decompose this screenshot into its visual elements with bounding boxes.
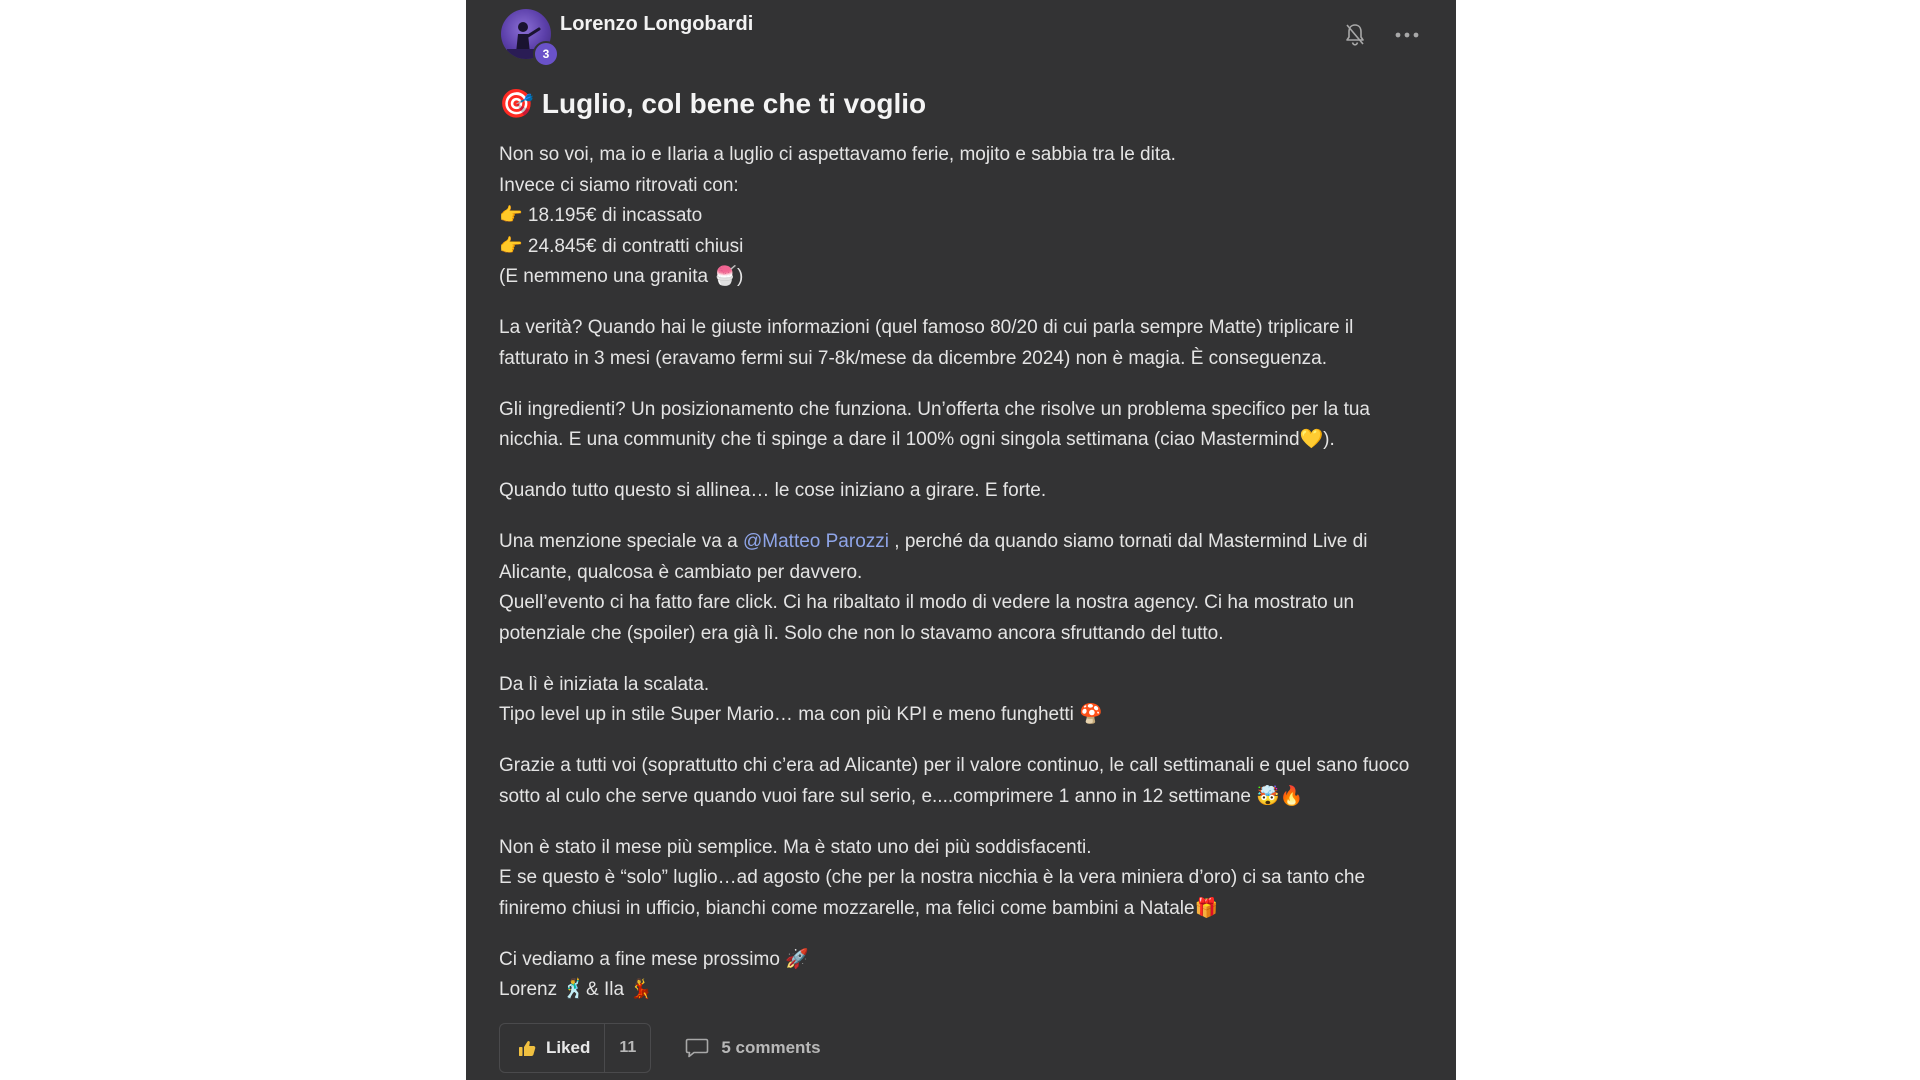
comments-button[interactable] [685,1037,820,1059]
like-button[interactable] [500,1024,604,1072]
body-line: La verità? Quando hai le giuste informazioni (quel famoso 80/20 di cui parla sempre Matte) triplicare il fatturato in 3 mesi (eravamo fermi sui 7-8k/mese da dicembre 2024) non è magia. È conseguenza. [499,317,1354,369]
body-line: E se questo è “solo” luglio…ad agosto (che per la nostra nicchia è la vera miniera d’oro) ci sa tanto che finiremo chiusi in ufficio, bianchi come mozzarelle, ma felici come bambini a Natale🎁 [499,867,1366,919]
body-line: Tipo level up in stile Super Mario… ma con più KPI e meno funghetti 🍄 [499,704,1103,725]
level-badge: 3 [533,41,559,67]
paragraph [499,527,1420,649]
body-line: 👉 24.845€ di contratti chiusi [499,235,744,257]
body-line: (E nemmeno una granita 🍧) [499,266,744,287]
body-line: Lorenz 🕺& Ila 💃 [499,979,653,1000]
paragraph [499,140,1420,293]
comments-label: 5 comments [721,1038,821,1057]
body-line: Invece ci siamo ritrovati con: [499,174,739,196]
body-line: Gli ingredienti? Un posizionamento che funziona. Un’offerta che risolve un problema specifico per la tua nicchia. E una community che ti spinge a dare il 100% ogni singola settimana (ciao Mastermind💛). [499,398,1370,450]
author-avatar-wrap[interactable] [501,9,551,59]
post-footer [499,1023,821,1073]
post-title [499,84,1420,124]
like-count[interactable]: 11 [604,1024,650,1072]
paragraph [499,833,1420,925]
body-line: Quell’evento ci ha fatto fare click. Ci ha ribaltato il modo di vedere la nostra agency. Ci ha mostrato un potenziale che (spoiler) era già lì. Solo che non lo stavamo ancora sfruttando del tutto. [499,592,1355,644]
notification-toggle-button[interactable] [1342,22,1368,48]
paragraph [499,395,1420,456]
post-body [499,140,1420,1006]
body-line: 👉 18.195€ di incassato [499,205,703,226]
mention-suffix: , perché da quando siamo tornati dal Mastermind Live di Alicante, qualcosa è cambiato per davvero. [499,531,1368,583]
paragraph [499,476,1420,507]
post-header [499,0,1420,72]
body-line: Non è stato il mese più semplice. Ma è stato uno dei più soddisfacenti. [499,836,1092,858]
more-options-button[interactable] [1394,22,1420,48]
paragraph [499,313,1420,374]
header-actions [1342,22,1420,48]
bell-off-icon [1344,23,1366,47]
paragraph [499,670,1420,731]
mention-prefix: Una menzione speciale va a [499,531,743,552]
body-line: Grazie a tutti voi (soprattutto chi c’era ad Alicante) per il valore continuo, le call settimanali e quel sano fuoco sotto al culo che serve quando vuoi fare sul serio, e....comprimere 1 anno in 12 settimane 🤯🔥 [499,755,1410,807]
target-emoji-icon: 🎯 [499,88,534,119]
body-line: Quando tutto questo si allinea… le cose iniziano a girare. E forte. [499,480,1047,501]
thumbs-up-icon [518,1040,536,1057]
more-horizontal-icon [1395,31,1419,39]
author-name[interactable]: Lorenzo Longobardi [560,13,754,35]
comment-bubble-icon [685,1037,709,1059]
body-line: Non so voi, ma io e Ilaria a luglio ci aspettavamo ferie, mojito e sabbia tra le dita. [499,144,1176,165]
user-mention-link[interactable]: @Matteo Parozzi [742,531,889,552]
like-label: Liked [546,1038,591,1057]
body-line: Da lì è iniziata la scalata. [499,673,710,695]
paragraph [499,945,1420,1006]
body-line: Ci vediamo a fine mese prossimo 🚀 [499,948,809,970]
post-card [466,0,1456,1080]
like-group [499,1023,651,1073]
post-title-text: Luglio, col bene che ti voglio [541,88,927,119]
paragraph [499,751,1420,812]
